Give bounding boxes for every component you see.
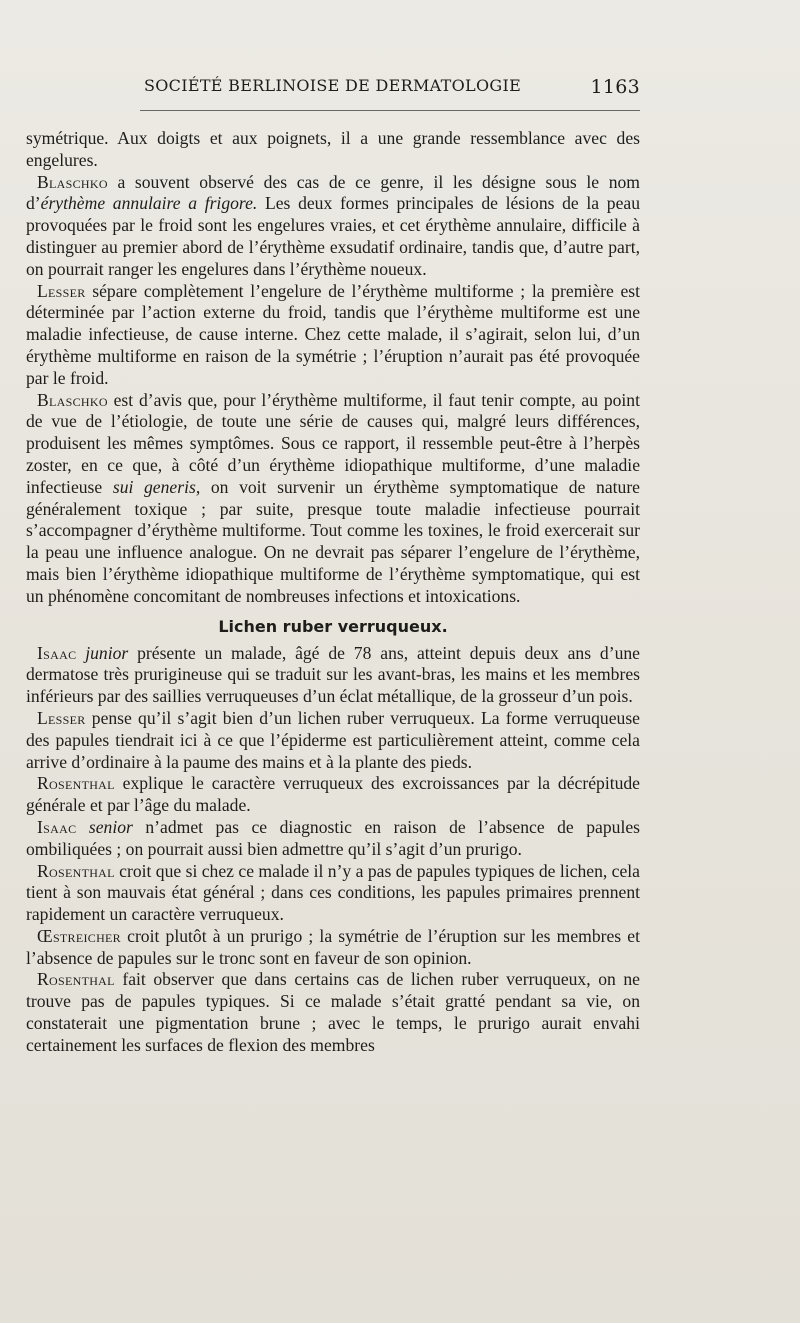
paragraph-text: symétrique. Aux doigts et aux poignets, il a une grande ressemblance avec des engelures. xyxy=(26,128,640,170)
paragraph-text: explique le caractère verruqueux des excroissances par la décrépitude générale et par l’âge du malade. xyxy=(26,773,640,816)
paragraph xyxy=(26,643,640,708)
speaker-name: Blaschko xyxy=(37,171,108,192)
paragraph xyxy=(26,281,640,390)
paragraph xyxy=(26,128,640,172)
paragraph xyxy=(26,926,640,970)
paragraph-text: est d’avis que, pour l’érythème multiforme, il faut tenir compte, au point de vue de l’étiologie, de toute une série de causes qui, malgré leurs différences, produisent les mêmes symptômes. Sous ce rapport, il ressemble peut-être à l’herpès zoster, en ce que, à côté d’un érythème idiopathique multiforme, d’une maladie infectieuse xyxy=(26,389,640,497)
paragraph-text: fait observer que dans certains cas de lichen ruber verruqueux, on ne trouve pas de papules typiques. Si ce malade s’était gratté pendant sa vie, on constaterait une pigmentation brune ; avec le temps, le prurigo aurait envahi certainement les surfaces de flexion des membres xyxy=(26,969,640,1055)
paragraph-text: , on voit survenir un érythème symptomatique de nature généralement toxique ; par suite, presque toute maladie infectieuse pourrait s’accompagner d’érythème multiforme. Tout comme les toxines, le froid exercerait sur la peau une influence analogue. On ne devrait pas séparer l’engelure de l’érythème, mais bien l’érythème idiopathique multiforme de l’érythème symptomatique, qui est un phénomène concomitant de nombreuses infections et intoxications. xyxy=(26,476,640,606)
section-heading: Lichen ruber verruqueux. xyxy=(218,616,448,636)
paragraph xyxy=(26,708,640,773)
speaker-name: Isaac xyxy=(37,642,77,663)
paragraph xyxy=(26,861,640,926)
paragraph-text: a souvent observé des cas de ce genre, il les désigne sous le nom d’ xyxy=(26,171,640,214)
paragraph-text: croit que si chez ce malade il n’y a pas de papules typiques de lichen, cela tient à son mauvais état général ; dans ces conditions, les papules primaires prennent rapidement un caractère verruqueux. xyxy=(26,860,640,925)
text-body xyxy=(26,128,640,1057)
paragraph xyxy=(26,969,640,1056)
italic-term: sui generis xyxy=(112,476,196,497)
paragraph xyxy=(26,172,640,281)
speaker-name: Blaschko xyxy=(37,389,108,410)
speaker-name: Rosenthal xyxy=(37,860,115,881)
paragraph-text: présente un malade, âgé de 78 ans, atteint depuis deux ans d’une dermatose très prurigineuse qui se traduit sur les avant-bras, les mains et les membres inférieurs par des saillies verruqueuses d’un éclat métallique, de la grosseur d’un pois. xyxy=(26,642,640,707)
paragraph-text: n’admet pas ce diagnostic en raison de l’absence de papules ombiliquées ; on pourrait aussi bien admettre qu’il s’agit d’un prurigo. xyxy=(26,816,640,859)
italic-term: érythème annulaire a frigore. xyxy=(40,193,258,214)
running-header xyxy=(140,76,640,102)
paragraph-text: croit plutôt à un prurigo ; la symétrie de l’éruption sur les membres et l’absence de papules sur le tronc sont en faveur de son opinion. xyxy=(26,925,640,968)
speaker-qualifier: senior xyxy=(88,816,133,837)
paragraph-text: Les deux formes principales de lésions de la peau provoquées par le froid sont les engelures vraies, et cet érythème annulaire, difficile à distinguer au premier abord de l’érythème exsudatif ordinaire, tandis que, d’autre part, on pourrait ranger les engelures dans l’érythème noueux. xyxy=(26,193,640,279)
paragraph-text: sépare complètement l’engelure de l’érythème multiforme ; la première est déterminée par l’action externe du froid, tandis que l’érythème multiforme est une maladie infectieuse, de cause interne. Chez cette malade, il s’agirait, selon lui, d’un érythème multiforme en raison de la symétrie ; l’éruption n’aurait pas été provoquée par le froid. xyxy=(26,280,640,388)
page-number: 1163 xyxy=(590,76,640,98)
speaker-name: Rosenthal xyxy=(37,969,115,990)
journal-title: SOCIÉTÉ BERLINOISE DE DERMATOLOGIE xyxy=(144,76,522,95)
paragraph-text: pense qu’il s’agit bien d’un lichen ruber verruqueux. La forme verruqueuse des papules tiendrait ici à ce que l’épiderme est particulièrement atteint, comme cela arrive d’ordinaire à la paume des mains et à la plante des pieds. xyxy=(26,707,640,772)
paragraph xyxy=(26,817,640,861)
speaker-name: Lesser xyxy=(37,707,86,728)
paragraph xyxy=(26,773,640,817)
speaker-name: Isaac xyxy=(37,816,77,837)
speaker-name: Rosenthal xyxy=(37,773,115,794)
header-rule xyxy=(140,110,640,111)
speaker-name: Lesser xyxy=(37,280,86,301)
speaker-qualifier: junior xyxy=(85,642,129,663)
speaker-name: Œstreicher xyxy=(37,925,121,946)
paragraph xyxy=(26,390,640,608)
